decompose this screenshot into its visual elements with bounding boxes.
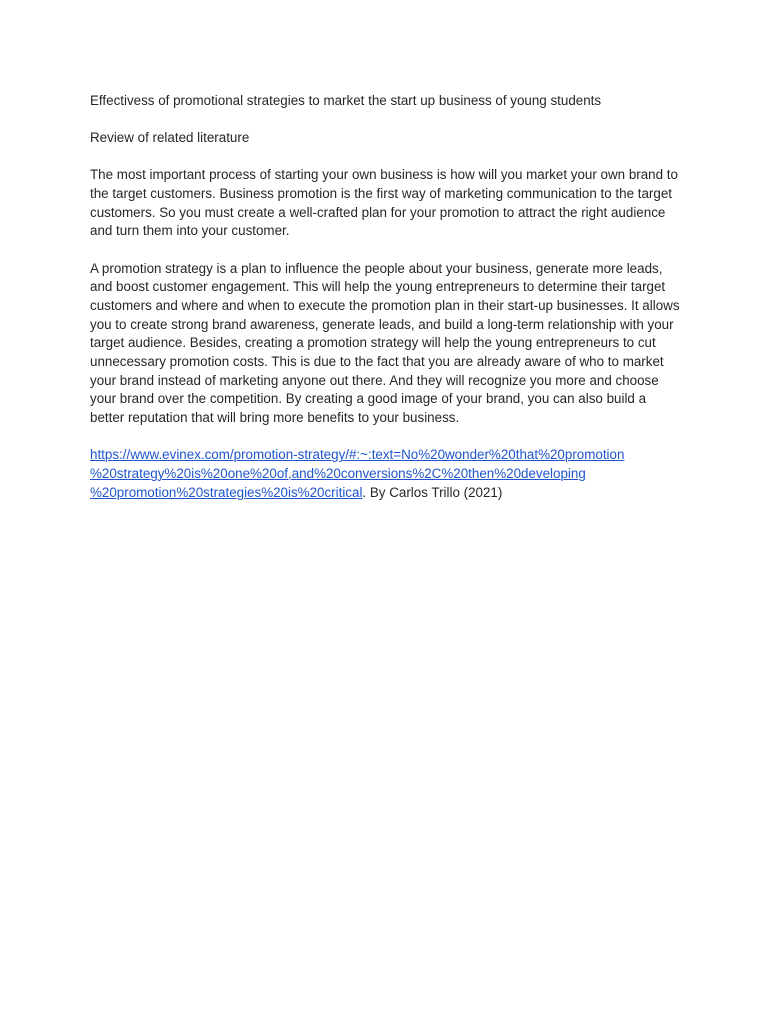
reference-url-line-1: https://www.evinex.com/promotion-strategy/#:~:text=No%20wonder%20that%20promotion [90, 447, 625, 463]
reference-author: . By Carlos Trillo (2021) [362, 484, 503, 500]
reference-url-line-2: %20strategy%20is%20one%20of,and%20conversions%2C%20then%20developing [90, 466, 586, 482]
paragraph-strategy: A promotion strategy is a plan to influence the people about your business, generate more leads, and boost customer engagement. This will help the young entrepreneurs to determine their target customers and where and when to execute the promotion plan in their start-up businesses. It allows you to create strong brand awareness, generate leads, and build a long-term relationship with your target audience. Besides, creating a promotion strategy will help the young entrepreneurs to cut unnecessary promotion costs. This is due to the fact that you are already aware of who to market your brand instead of marketing anyone out there. And they will recognize you more and choose your brand over the competition. By creating a good image of your brand, you can also build a better reputation that will bring more benefits to your business. [90, 260, 680, 426]
reference-citation [90, 446, 682, 502]
document-body [90, 92, 682, 502]
document-title: Effectivess of promotional strategies to market the start up business of young students [90, 93, 602, 108]
reference-url-line-3: %20promotion%20strategies%20is%20critical [90, 484, 363, 500]
reference-link[interactable] [90, 447, 624, 499]
section-heading: Review of related literature [90, 130, 250, 146]
paragraph-intro: The most important process of starting your own business is how will you market your own brand to the target customers. Business promotion is the first way of marketing communication to the target customers. So you must create a well-crafted plan for your promotion to attract the right audience and turn them into your customer. [90, 167, 678, 239]
